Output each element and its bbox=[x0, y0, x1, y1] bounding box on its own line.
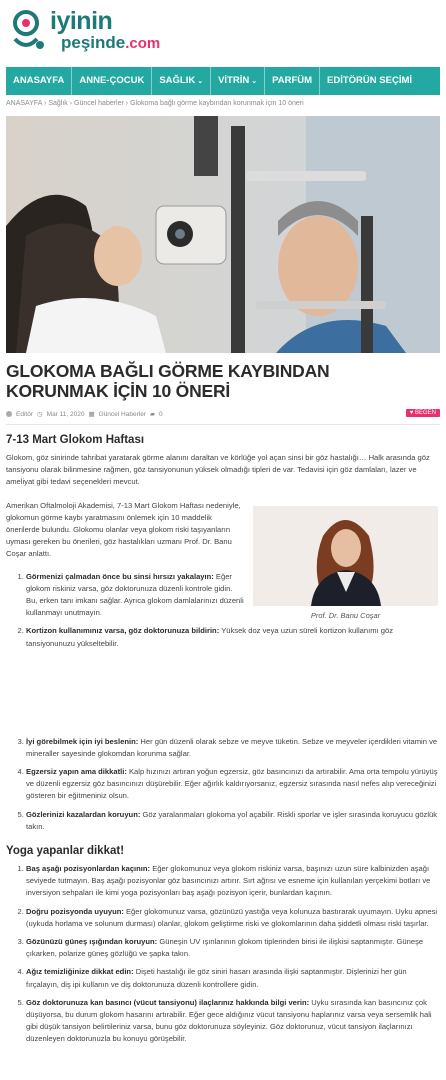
list-item: 2. Doğru pozisyonda uyuyun: Eğer glokomunuz varsa, gözünüzü yastığa veya kolunuza bastırarak uyumayın. Uyku apnesi (uykuda horlama ve solunum durması) olanlar, glokom geliştirme riski ve glokomlarının daha şiddetli olması riski taşırlar. bbox=[26, 906, 438, 930]
clock-icon: ◷ bbox=[36, 411, 43, 418]
chevron-down-icon: ⌄ bbox=[251, 78, 258, 85]
section-heading-glokom-week: 7-13 Mart Glokom Haftası bbox=[6, 434, 145, 446]
left-column bbox=[6, 500, 393, 656]
breadcrumb: ANASAYFA › Sağlık › Güncel haberler › Glokoma bağlı görme kaybından korunmak için 10 öneri bbox=[6, 100, 304, 107]
list-item: 4. Egzersiz yapın ama dikkatli: Kalp hızınızı artıran yoğun egzersiz, göz basıncınızı da artırabilir. Ama orta tempolu yürüyüş ve düzenli egzersiz göz basıncınızı düşürebilir. Eğer ağırlık kaldırıyorsanız, egzersiz sırasında nasıl nefes alıp vereceğinizi gösteren bir eğitmeniniz olsun. bbox=[26, 766, 438, 803]
nav-item-saglik[interactable]: SAĞLIK ⌄ bbox=[152, 67, 211, 95]
logo-word-iyinin: iyinin bbox=[50, 7, 113, 35]
list-item: 1. Görmenizi çalmadan önce bu sinsi hırsızı yakalayın: Eğer glokom riskiniz varsa, göz doktorunuza düzenli kontrole gidin. Bu, erken tanı imkanı sağlar. Ayrıca glokom damlalarınızı düzenli kullanmayı unutmayın. bbox=[26, 571, 244, 620]
list-item: 3. İyi görebilmek için iyi beslenin: Her gün düzenli olarak sebze ve meyve tüketin. Sebze ve meyveler içerdikleri vitamin ve mineraller sayesinde glokomdan korunma sağlar. bbox=[26, 736, 438, 760]
list-item: 4. Ağız temizliğinize dikkat edin: Dişeti hastalığı ile göz siniri hasarı arasında ilişki saptanmıştır. Dişlerinizi her gün fırçalayın, diş ipi kullanın ve diş doktorunuza düzenli kontrollere gidin. bbox=[26, 966, 438, 990]
comment-count[interactable]: 0 bbox=[158, 410, 163, 418]
divider bbox=[6, 424, 440, 425]
nav-item-parfum[interactable]: PARFÜM bbox=[265, 67, 320, 95]
logo-mark-icon bbox=[6, 7, 50, 55]
list-item: 2. Kortizon kullanımınız varsa, göz doktorunuza bildirin: Yüksek doz veya uzun süreli kortizon kullanımı göz tansiyonunuzu yükseltebilir. bbox=[26, 625, 436, 649]
photo-caption: Prof. Dr. Banu Coşar bbox=[310, 610, 381, 620]
nav-item-anasayfa[interactable]: ANASAYFA bbox=[6, 67, 72, 95]
article-title: GLOKOMA BAĞLI GÖRME KAYBINDAN KORUNMAK İÇİN 10 ÖNERİ bbox=[6, 361, 330, 401]
tips-list-1-continued bbox=[6, 736, 438, 833]
intro-with-photo bbox=[6, 500, 438, 750]
list-item: 5. Göz doktorunuza kan basıncı (vücut tansiyonu) ilaçlarınız hakkında bilgi verin: Uyku sırasında kan basıncınız çok düşüyorsa, bu durum glokom hasarını artırabilir. Eğer gece aldığınız vücut tansiyonu haplarınız varsa veya sersemlik hali gibi düşük tansiyon belirtileriniz varsa, bunu göz doktorunuza söyleyiniz. Göz doktorunuz, vücut tansiyon ilaçlarınızı düzenleyen doktorunuzla bu konuyu görüşebilir. bbox=[26, 997, 438, 1046]
breadcrumb-saglik[interactable]: Sağlık bbox=[48, 100, 68, 107]
list-item: 3. Gözünüzü güneş ışığından koruyun: Güneşin UV ışınlarının glokom tiplerinden birisi ile ilişkisi saptanmıştır. Güneşe çıkarken, polarize güneş gözlüğü ve şapka takın. bbox=[26, 936, 438, 960]
list-item: 1. Baş aşağı pozisyonlardan kaçının: Eğer glokomunuz veya glokom riskiniz varsa, başınızı uzun süre kalbinizden aşağı seviyede tutmayın. Baş aşağı pozisyonlar göz basıncınızı artırır. Sırt ağrısı ve esneme için kullanılan yerçekimi botları ve inversiyon sehpaları ile kimi yoga pozisyonları baş aşağı pozisyon içerir, bunlardan kaçının. bbox=[26, 863, 438, 900]
main-nav bbox=[6, 67, 440, 95]
article-meta bbox=[6, 407, 440, 421]
nav-item-anne-cocuk[interactable]: ANNE-ÇOCUK bbox=[72, 67, 152, 95]
doctor-photo bbox=[253, 506, 438, 606]
category-link[interactable]: Güncel Haberler bbox=[98, 410, 146, 418]
author-icon bbox=[6, 411, 12, 417]
nav-item-editorun-secimi[interactable]: EDİTÖRÜN SEÇİMİ bbox=[327, 75, 413, 86]
paragraph-academy: Amerikan Oftalmoloji Akademisi, 7-13 Mart Glokom Haftası nedeniyle, glokomun görme kaybı yaratmasını önlemek için 10 maddelik önerilerde bulundu. Glokomu olanlar veya glokom riski taşıyanların uyması gereken bu önerileri, göz hastalıkları uzmanı Prof. Dr. Banu Coşar anlattı. bbox=[6, 500, 241, 559]
article-date: Mar 11, 2020 bbox=[46, 410, 85, 418]
breadcrumb-home[interactable]: ANASAYFA bbox=[6, 100, 43, 107]
breadcrumb-guncel[interactable]: Güncel haberler bbox=[74, 100, 124, 107]
site-logo[interactable] bbox=[6, 5, 161, 57]
site-header bbox=[0, 0, 446, 62]
list-item: 5. Gözlerinizi kazalardan koruyun: Göz yaralanmaları glokoma yol açabilir. Riskli sporlar ve işler sırasında koruyucu gözlük takın. bbox=[26, 809, 438, 833]
eye-exam-illustration bbox=[6, 116, 440, 353]
heart-icon: ♥ bbox=[409, 410, 414, 416]
like-button[interactable]: ♥ BEĞEN bbox=[406, 409, 440, 417]
intro-paragraph: Glokom, göz sinirinde tahribat yaratarak görme alanını daraltan ve körlüğe yol açan sinsi bir göz hastalığı… Halk arasında göz tansiyonu olarak bilinmesine rağmen, göz tansiyonunun yüksek olmadığı tipleri de var. Tedavisi için göz damlaları, lazer ve ameliyat gibi tedavi seçenekleri mevcut. bbox=[6, 453, 430, 487]
comment-icon: ▰ bbox=[149, 411, 155, 418]
tips-list-2 bbox=[6, 863, 438, 1046]
doctor-portrait bbox=[253, 506, 438, 606]
author-link[interactable]: Editör bbox=[16, 410, 33, 418]
logo-word-pesinde: peşinde.com bbox=[61, 33, 161, 52]
section-heading-yoga: Yoga yapanlar dikkat! bbox=[6, 845, 125, 858]
chevron-down-icon: ⌄ bbox=[197, 78, 204, 85]
folder-icon: ▦ bbox=[88, 411, 95, 418]
hero-image bbox=[6, 116, 440, 353]
article-body bbox=[6, 432, 438, 1052]
nav-item-vitrin[interactable]: VİTRİN ⌄ bbox=[211, 67, 265, 95]
breadcrumb-current: Glokoma bağlı görme kaybından korunmak için 10 öneri bbox=[130, 100, 304, 107]
